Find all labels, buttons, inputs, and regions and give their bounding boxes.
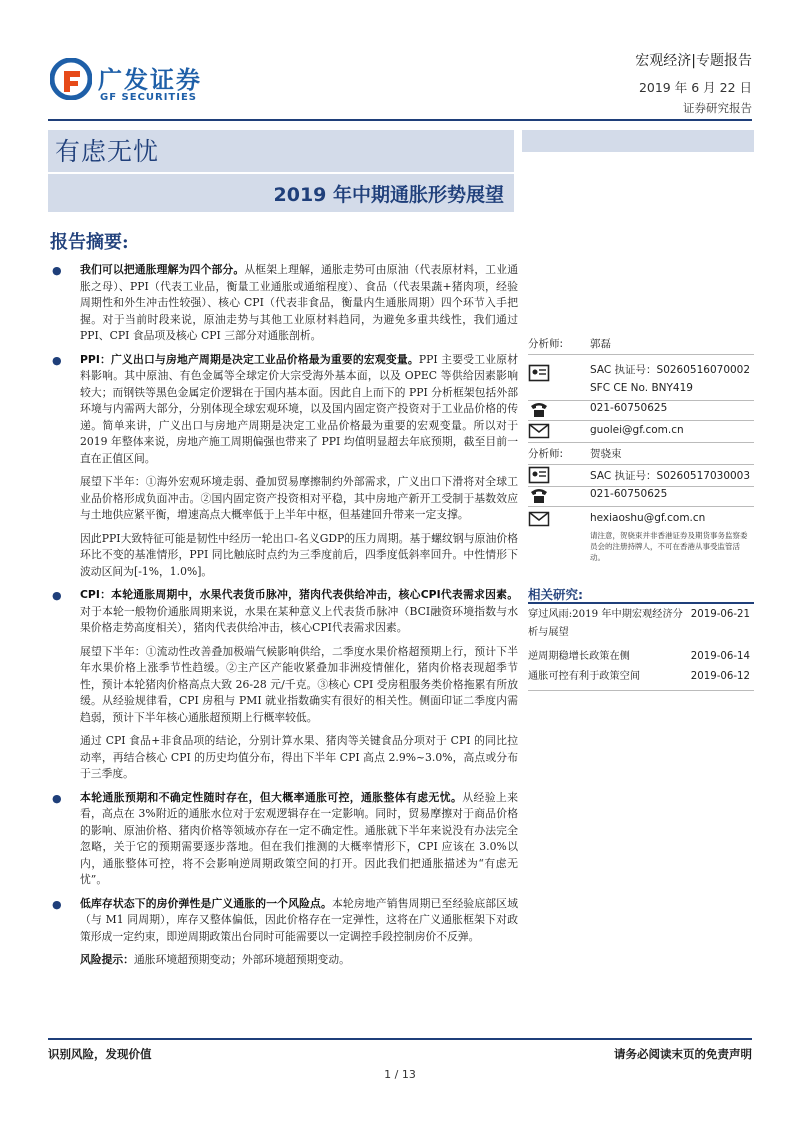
- analyst-phone: 021-60750625: [590, 402, 668, 414]
- related-heading: 相关研究:: [528, 587, 583, 602]
- report-subtitle: 2019 年中期通胀形势展望: [273, 184, 504, 206]
- divider: [528, 486, 754, 487]
- side-banner: [522, 130, 754, 152]
- logo-text: 广发证券: [98, 66, 202, 94]
- related-item[interactable]: 逆周期稳增长政策在侧 2019-06-14: [528, 651, 750, 662]
- banner-divider: [48, 172, 514, 174]
- divider: [528, 420, 754, 421]
- analyst-name: 贺骁束: [590, 448, 622, 460]
- divider: [528, 464, 754, 465]
- related-bottom-divider: [528, 690, 754, 691]
- bullet-icon: ●: [52, 589, 62, 602]
- divider: [528, 400, 754, 401]
- phone-icon: [528, 484, 550, 506]
- summary-paragraph: ● PPI：广义出口与房地产周期是决定工业品价格最为重要的宏观变量。PPI 主要受工业原材料影响。其中原油、有色金属等全球定价大宗受海外基本面，以及 OPEC 等供给因素影响较大；而钢铁等黑色金属定价逻辑在于国内基本面。因此自上而下的 PPI 分析框架包括外部环境与内需两大部分，分别体现全球宏观环境，以及国内固定资产投资对于工业品价格的传递。简单来讲，广义出口与房地产周期是决定工业品价格最为重要的宏观变量。所以对于 2019 年整体来说，房地产施工周期偏强也带来了 PPI 均值明显超去年底预期，截至目前一直在正值区间。: [52, 352, 519, 465]
- analyst-email[interactable]: hexiaoshu@gf.com.cn: [590, 512, 706, 524]
- footer-divider: [48, 1038, 752, 1040]
- bullet-icon: ●: [52, 353, 62, 367]
- header-divider: [48, 119, 752, 121]
- divider: [528, 506, 754, 507]
- analyst-disclaimer: 请注意，贺骁束并非香港证券及期货事务监察委员会的注册持牌人，不可在香港从事受监管活动。: [590, 531, 748, 562]
- summary-paragraph: ● 本轮通胀预期和不确定性随时存在，但大概率通胀可控，通胀整体有虑无忧。从经验上来看，高点在 3%附近的通胀水位对于宏观逻辑存在一定影响。同时，贸易摩擦对于商品价格的影响、原油价格、猪肉价格等领域亦存在一定不确定性。通胀就下半年来说没有办法完全忽略，关于它的预期需要逐步落地。但在我们推测的大概率情形下，CPI 应该在 3.0%以内，通胀整体可控，将不会影响逆周期政策空间的打开。因此我们把通胀描述为“有虑无忧”。: [52, 790, 518, 886]
- gf-logo-icon: [50, 58, 92, 100]
- page-number: 1 / 13: [384, 1068, 416, 1081]
- bullet-icon: ●: [52, 264, 62, 277]
- related-divider: [528, 602, 754, 604]
- summary-paragraph: ● CPI：本轮通胀周期中，水果代表货币脉冲，猪肉代表供给冲击，核心CPI代表需求因素。对于本轮一般物价通胀周期来说，水果在某种意义上代表货币脉冲（BCI融资环境指数与水果价格走势高度相关），猪肉代表供给冲击，核心CPI代表需求因素。: [52, 588, 518, 634]
- footer-disclaimer-note: 请务必阅读末页的免责声明: [614, 1047, 752, 1061]
- report-date: 2019 年 6 月 22 日: [638, 80, 752, 95]
- footer-slogan: 识别风险，发现价值: [48, 1047, 152, 1061]
- email-icon: [528, 420, 550, 442]
- analyst-role: 分析师:: [528, 448, 564, 460]
- report-type: 宏观经济|专题报告: [635, 53, 752, 69]
- analyst-role: 分析师:: [528, 338, 564, 350]
- bullet-icon: ●: [52, 791, 62, 805]
- bullet-icon: ●: [52, 897, 62, 911]
- email-icon: [528, 508, 550, 530]
- summary-body: [50, 262, 518, 969]
- related-item[interactable]: 通胀可控有利于政策空间 2019-06-12: [528, 671, 750, 682]
- report-category: 证券研究报告: [683, 101, 752, 115]
- summary-paragraph: 展望下半年：①流动性改善叠加极端气候影响供给，二季度水果价格超预期上行，预计下半年水果价格上涨季节性趋缓。②主产区产能收紧叠加非洲疫情催化，猪肉价格表现超季节性，预计本轮猪肉价格高点大致 26-28 元/千克。③核心 CPI 受房租服务类价格拖累有所放缓。从经验规律看，CPI 房租与 PMI 就业指数确实有很好的相关性。侧面印证二季度内需趋弱，预计下半年核心通胀超预期上行概率较低。: [80, 644, 518, 724]
- summary-heading: 报告摘要:: [50, 232, 129, 253]
- phone-icon: [528, 398, 550, 420]
- divider: [528, 442, 754, 443]
- id-card-icon: [528, 464, 550, 486]
- summary-paragraph: 通过 CPI 食品+非食品项的结论，分别计算水果、猪肉等关键食品分项对于 CPI 的同比拉动率，再结合核心 CPI 的历史均值分布，得出下半年 CPI 高点 2.9%~3.0%，高点或分布于三季度。: [80, 734, 518, 780]
- analyst-sac: SAC 执证号：S0260516070002: [590, 364, 751, 376]
- analyst-sfc: SFC CE No. BNY419: [590, 382, 693, 394]
- summary-paragraph: 因此PPI大致特征可能是韧性中经历一轮出口-名义GDP的压力周期。基于螺纹钢与原油价格环比不变的基准情形，PPI 同比触底时点约为三季度前后，四季度低斜率回升。中性情形下波动区间为[-1%，1.0%]。: [80, 531, 518, 578]
- summary-paragraph: ● 我们可以把通胀理解为四个部分。从框架上理解，通胀走势可由原油（代表原材料，工业通胀之母）、PPI（代表工业品，衡量工业通胀或通缩程度）、食品（代表果蔬+猪肉项，经验周期性和外生冲击性较强）、核心 CPI（代表非食品，衡量内生通胀周期）四个环节入手把握。对于当前时段来说，原油走势与其他工业原材料趋同，为避免多重共线性，我们通过 PPI、CPI 食品项及核心 CPI 三部分对通胀剖析。: [52, 263, 519, 342]
- report-title: 有虑无忧: [55, 137, 160, 166]
- id-card-icon: [528, 362, 550, 384]
- risk-note: 风险提示：通胀环境超预期变动；外部环境超预期变动。: [80, 953, 350, 966]
- related-item[interactable]: 穿过风雨:2019 年中期宏观经济分析与展望2019-06-21: [528, 609, 750, 638]
- summary-paragraph: ● 低库存状态下的房价弹性是广义通胀的一个风险点。本轮房地产销售周期已至经验底部区域（与 M1 同周期），库存又整体偏低，因此价格存在一定弹性，这将在广义通胀框架下对政策形成一定约束，即逆周期政策出台同时可能需要以一定调控手段控制房价不反弹。: [52, 896, 519, 943]
- divider: [528, 354, 754, 355]
- analyst-email[interactable]: guolei@gf.com.cn: [590, 424, 684, 436]
- analyst-sac: SAC 执证号：S0260517030003: [590, 470, 751, 482]
- analyst-phone: 021-60750625: [590, 488, 668, 500]
- logo-text-en: GF SECURITIES: [100, 92, 198, 103]
- analyst-name: 郭磊: [590, 338, 611, 350]
- summary-paragraph: 展望下半年：①海外宏观环境走弱、叠加贸易摩擦制约外部需求，广义出口下滑将对全球工业品价格形成负面冲击。②国内固定资产投资相对平稳，其中房地产新开工受制于基数效应与土地供应紧平衡，增速高点大概率低于上半年中枢，但基建回升带来一定支撑。: [80, 475, 518, 521]
